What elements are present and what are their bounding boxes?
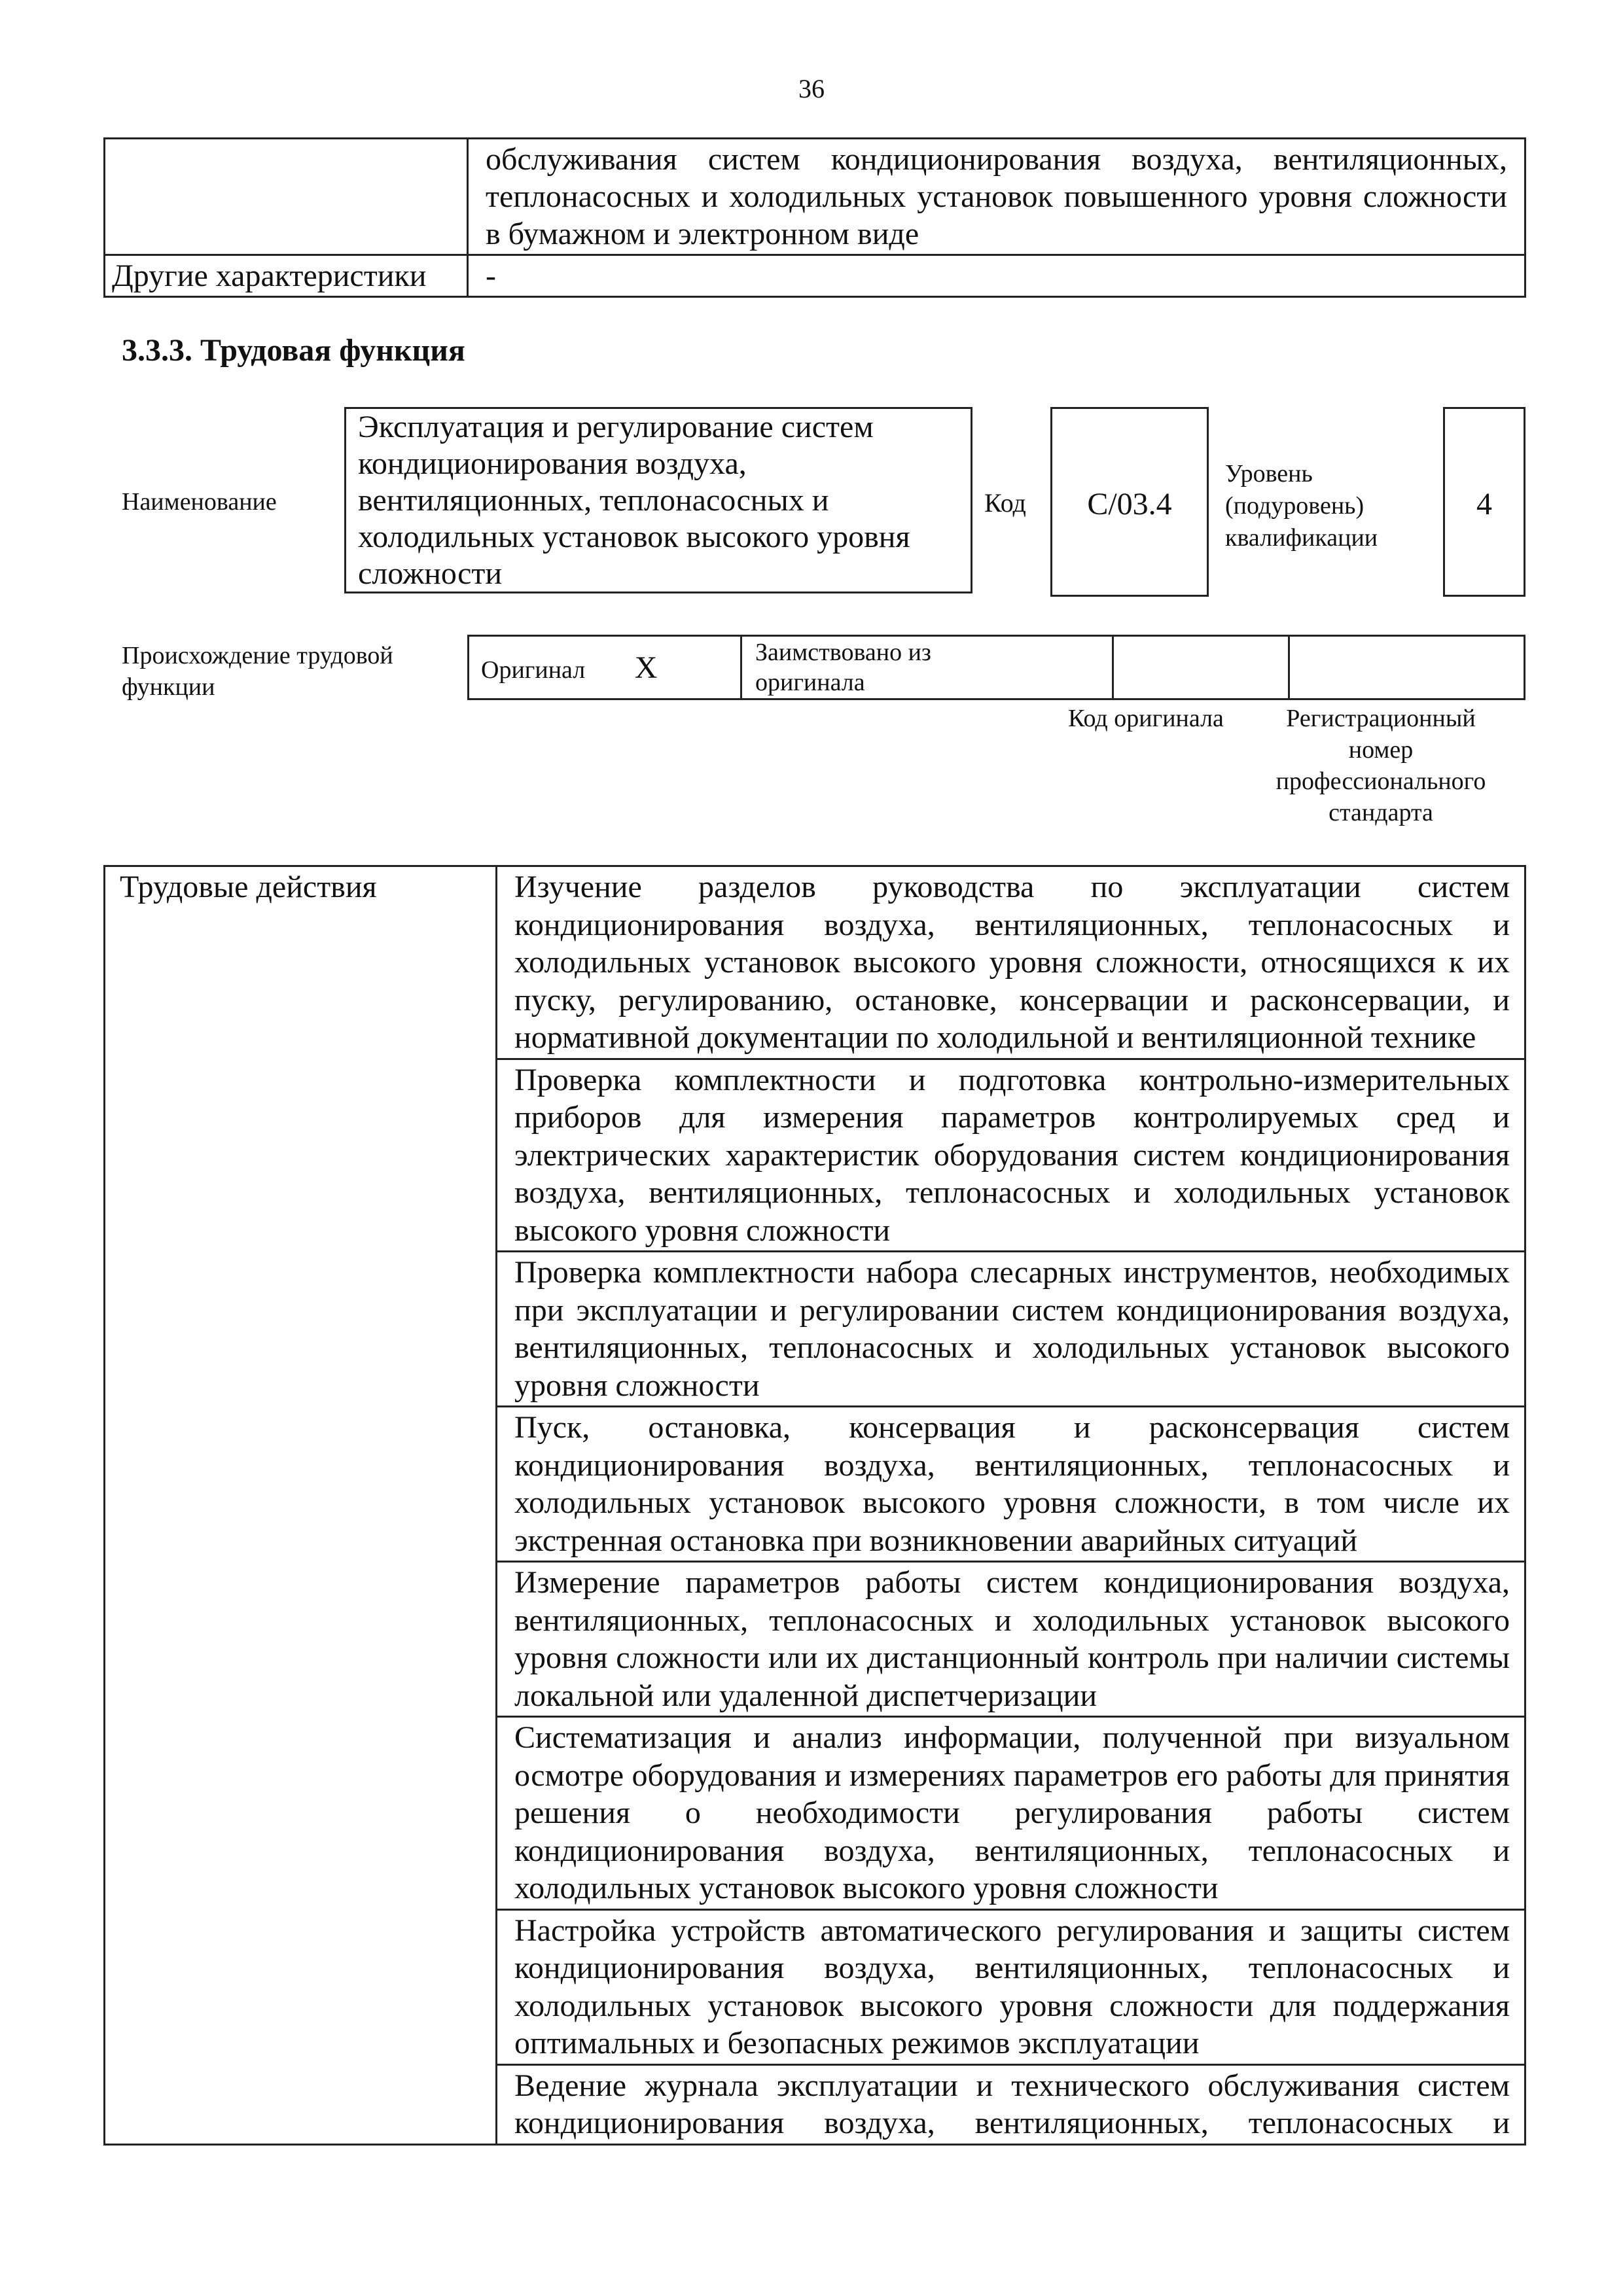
original-code-caption: Код оригинала [1068, 705, 1224, 732]
level-value: 4 [1476, 487, 1492, 521]
empty-label-cell [105, 139, 468, 255]
labor-action-item: Систематизация и анализ информации, полученной при визуальном осмотре оборудования и измерениях параметров его работы для принятия решения о необходимости регулирования работы систем кондиционирования воздуха, вентиляционных, теплонасосных и холодильных установок высокого уровня сложности [497, 1717, 1525, 1910]
origin-label-text: Происхождение трудовой функции [122, 642, 393, 701]
original-label: Оригинал [481, 656, 586, 684]
section-heading: 3.3.3. Трудовая функция [122, 333, 465, 368]
level-label-text: Уровень (подуровень) квалификации [1225, 460, 1378, 552]
continuation-text: обслуживания систем кондиционирования воздуха, вентиляционных, теплонасосных и холодильных установок повышенного уровня сложности в бумажном и электронном виде [468, 139, 1525, 255]
function-name-box [344, 407, 972, 593]
borrowed-cell [741, 636, 1113, 699]
level-label [1225, 458, 1415, 554]
registration-number-caption: Регистрационный номер профессионального стандарта [1275, 705, 1486, 826]
code-value: С/03.4 [1087, 487, 1172, 521]
labor-actions-header: Трудовые действия [105, 866, 497, 2145]
registration-number-cell [1289, 636, 1525, 699]
labor-action-item: Измерение параметров работы систем кондиционирования воздуха, вентиляционных, теплонасосных и холодильных установок высокого уровня сложности или их дистанционный контроль при наличии системы локальной или удаленной диспетчеризации [497, 1562, 1525, 1717]
labor-action-item: Проверка комплектности набора слесарных инструментов, необходимых при эксплуатации и регулировании систем кондиционирования воздуха, вентиляционных, теплонасосных и холодильных установок высокого уровня сложности [497, 1252, 1525, 1407]
page-number: 36 [798, 74, 825, 103]
labor-action-row [105, 866, 1525, 1059]
labor-action-item: Настройка устройств автоматического регулирования и защиты систем кондиционирования воздуха, вентиляционных, теплонасосных и холодильных установок высокого уровня сложности для поддержания оптимальных и безопасных режимов эксплуатации [497, 1909, 1525, 2064]
other-characteristics-label: Другие характеристики [105, 255, 468, 297]
borrowed-label: Заимствовано из оригинала [755, 639, 931, 696]
labor-action-item: Изучение разделов руководства по эксплуатации систем кондиционирования воздуха, вентиляционных, теплонасосных и холодильных установок высокого уровня сложности, относящихся к их пуску, регулированию, остановке, консервации и расконсервации, и нормативной документации по холодильной и вентиляционной технике [497, 866, 1525, 1059]
labor-actions-table [103, 865, 1526, 2146]
other-characteristics-row [105, 255, 1525, 297]
labor-action-item: Проверка комплектности и подготовка контрольно-измерительных приборов для измерения параметров контролируемых сред и электрических характеристик оборудования систем кондиционирования воздуха, вентиляционных, теплонасосных и холодильных установок высокого уровня сложности [497, 1059, 1525, 1252]
original-cell [469, 636, 741, 699]
origin-table [467, 635, 1525, 700]
original-mark: Х [634, 650, 658, 685]
origin-label [122, 640, 449, 703]
code-label: Код [984, 488, 1026, 518]
origin-row [469, 636, 1525, 699]
name-label: Наименование [122, 488, 277, 516]
function-name-value: Эксплуатация и регулирование систем кондиционирования воздуха, вентиляционных, теплонасосных и холодильных установок высокого уровня сложности [358, 410, 910, 591]
level-box [1443, 407, 1525, 597]
other-characteristics-value: - [468, 255, 1525, 297]
code-box [1050, 407, 1209, 597]
labor-action-item: Ведение журнала эксплуатации и технического обслуживания систем кондиционирования воздуха, вентиляционных, теплонасосных и [497, 2064, 1525, 2144]
original-code-cell [1113, 636, 1289, 699]
continuation-table [103, 137, 1526, 298]
continuation-row [105, 139, 1525, 255]
labor-action-item: Пуск, остановка, консервация и расконсервация систем кондиционирования воздуха, вентиляционных, теплонасосных и холодильных установок высокого уровня сложности, в том числе их экстренная остановка при возникновении аварийных ситуаций [497, 1407, 1525, 1562]
